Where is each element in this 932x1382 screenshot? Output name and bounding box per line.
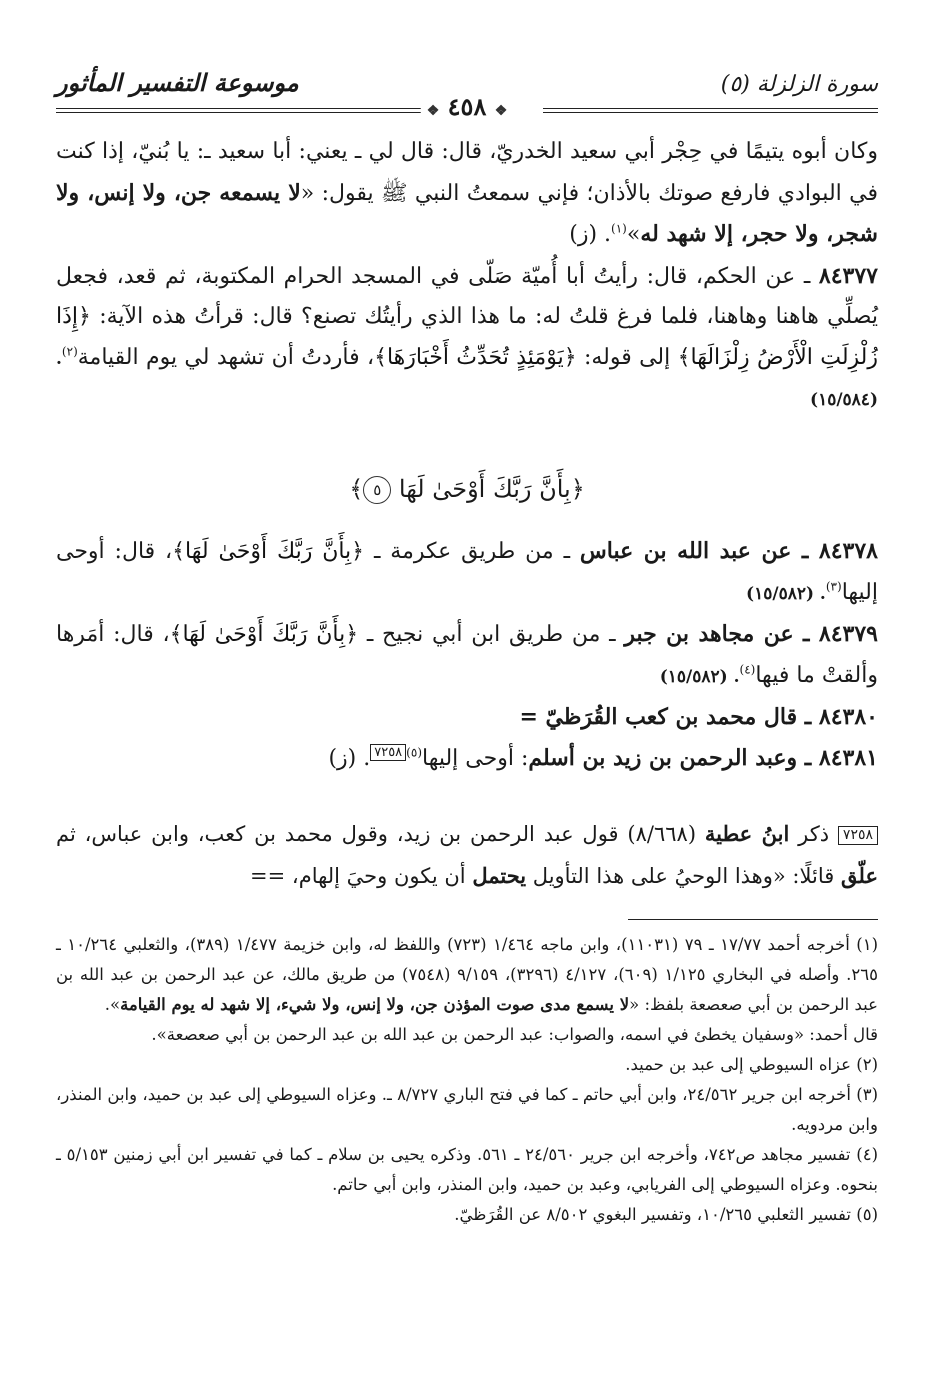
text: ـ من طريق ابن أبي نجيح ـ [358, 622, 625, 647]
quote-mark: » [626, 222, 641, 247]
footnote-1 [56, 930, 878, 1020]
quran-quote: ﴿بِأَنَّ رَبَّكَ أَوْحَىٰ لَهَا﴾ [172, 539, 365, 564]
text: قائلًا: «وهذا الوحيُ على هذا التأويل [526, 864, 841, 888]
hadith-quote: لا يسمعه جن، ولا إنس، ولا شجر، ولا حجر، إلا شهد له [56, 179, 878, 247]
quran-quote: ﴿بِأَنَّ رَبَّكَ أَوْحَىٰ لَهَا﴾ [169, 622, 359, 647]
narration-84379 [56, 614, 878, 697]
hadith-quote: لا يسمع مدى صوت المؤذن جن، ولا إنس، ولا شيء، إلا شهد له يوم القيامة [120, 995, 630, 1014]
narration-84381 [56, 738, 878, 780]
text: أن يكون وحيَ إلهام، == [250, 864, 473, 888]
header-rule-right [543, 108, 878, 113]
page-number-block [421, 92, 514, 121]
volume-page-ref: . (١٥/٥٨٢) [659, 666, 740, 687]
text: (١) أخرجه أحمد ١٧/٧٧ ـ ٧٩ (١١٠٣١)، وابن ماجه ١/٤٦٤ (٧٢٣) واللفظ له، وابن خزيمة ١/٤٧٧ (٣٨٩)، والثعلبي ١٠/٢٦٤ ـ ٢٦٥. وأصله في البخاري ١/١٢٥ (٦٠٩)، ٤/١٢٧ (٣٢٩٦)، ٩/١٥٩ (٧٥٤٨) من طريق مالك، عن عبد الرحمن بن عبد الله بن عبد الرحمن بن أبي صعصعة بلفظ: « [56, 935, 878, 1014]
text: ـ من طريق عكرمة ـ [364, 539, 580, 564]
page-number: ٤٥٨ [447, 92, 487, 121]
footnote-marker[interactable]: (١) [611, 221, 627, 236]
narration-84380 [56, 697, 878, 738]
text: ، قال: أوحى إليها [56, 539, 878, 605]
verse-number: ٥ [363, 476, 391, 504]
page [56, 62, 878, 1230]
commentary-number: ٧٢٥٨ [838, 826, 878, 845]
text: ـ عن الحكم، قال: رأيتُ أبا أُميّة صَلّى في المسجد الحرام المكتوبة، ثم قعد، فجعل يُصلِّي هاهنا وهاهنا، فلما فرغ قلتُ له: ما هذا الذي رأيتُك تصنع؟ قال: قرأتُ هذه الآية: [56, 263, 878, 329]
paragraph-continuation [56, 132, 878, 256]
narrator-name: ـ قال محمد بن كعب القُرَظيّ = [519, 704, 819, 730]
text: ، فأردتُ أن تشهد لي يوم القيامة [77, 344, 375, 370]
keyword: علّق [841, 863, 878, 888]
volume-page-ref: . (١٥/٥٨٢) [746, 583, 826, 604]
ornament-icon: ❖ [426, 103, 440, 119]
footnote-5: (٥) تفسير الثعلبي ١٠/٢٦٥، وتفسير البغوي ٨/٥٠٢ عن القُرَظيّ. [454, 1205, 878, 1224]
footnote-3: (٣) أخرجه ابن جرير ٢٤/٥٦٢، وابن أبي حاتم ـ كما في فتح الباري ٨/٧٢٧ ـ. وعزاه السيوطي إلى عبد بن حميد، وابن المنذر، وابن مردويه. [56, 1085, 878, 1134]
footnote-marker[interactable]: (٥) [406, 745, 422, 760]
running-header [56, 62, 878, 120]
scholar-name: ابنُ عطية [704, 821, 790, 846]
footnotes [56, 930, 878, 1230]
quran-quote: ﴿يَوْمَئِذٍ تُحَدِّثُ أَخْبَارَهَا﴾ [374, 344, 577, 370]
text: (٨/٦٦٨) قول عبد الرحمن بن زيد، وقول محمد بن كعب، وابن عباس، ثم [56, 822, 705, 846]
book-title: موسوعة التفسير المأثور [56, 68, 299, 97]
narrator-name: ـ عن مجاهد بن جبر [624, 621, 819, 647]
footnote-separator [628, 919, 878, 920]
narration-84378 [56, 531, 878, 614]
verse-bracket: ﴾ [349, 474, 364, 503]
narration-number: ٨٤٣٧٩ [818, 621, 878, 647]
commentary-marker[interactable]: ٧٢٥٨ [370, 744, 406, 761]
narration-number: ٨٤٣٨١ [818, 744, 878, 771]
narrator-name: ـ وعبد الرحمن بن زيد بن أسلم [528, 744, 819, 771]
narration-84377 [56, 256, 878, 421]
surah-title: سورة الزلزلة (٥) [720, 72, 878, 97]
text: ذكر [789, 822, 838, 846]
keyword: يحتمل [472, 863, 527, 888]
narration-number: ٨٤٣٧٨ [818, 538, 878, 564]
text: : أوحى إليها [422, 745, 529, 771]
text: وكان أبوه يتيمًا في حِجْر أبي سعيد الخدريّ، قال: قال لي ـ يعني: أبا سعيد ـ: يا بُنيّ، إذا كنت في البوادي فارفع صوتك بالأذان؛ فإني سمعتُ النبي ﷺ يقول: « [56, 139, 878, 206]
verse-text: ﴿بِأَنَّ رَبَّكَ أَوْحَىٰ لَهَا [398, 474, 585, 503]
narration-number: ٨٤٣٨٠ [818, 704, 878, 730]
footnote-4: (٤) تفسير مجاهد ص٧٤٢، وأخرجه ابن جرير ٢٤/٥٦٠ ـ ٥٦١. وذكره يحيى بن سلام ـ كما في تفسير ابن أبي زمنين ٥/١٥٣ ـ بنحوه. وعزاه السيوطي إلى الفريابي، وعبد بن حميد، وابن المنذر، وابن أبي حاتم. [56, 1145, 879, 1194]
main-text [56, 132, 878, 779]
text: ». [104, 995, 121, 1014]
volume-page-ref: . (١٥/٥٨٤) [56, 348, 878, 410]
text: . (ز) [569, 222, 612, 247]
commentary-note [56, 813, 878, 897]
footnote-marker[interactable]: (٤) [739, 662, 756, 677]
ornament-icon: ❖ [494, 103, 508, 119]
narration-number: ٨٤٣٧٧ [818, 262, 878, 289]
text: ، قال: أمَرها وألقتْ ما فيها [56, 622, 878, 688]
footnote-marker[interactable]: (٢) [61, 344, 78, 359]
narrator-name: ـ عن عبد الله بن عباس [579, 538, 819, 564]
footnote-marker[interactable]: (٣) [825, 579, 842, 594]
footnote-2: (٢) عزاه السيوطي إلى عبد بن حميد. [625, 1055, 878, 1074]
text: إلى قوله: [576, 344, 678, 370]
text: . (ز) [328, 745, 371, 771]
verse-heading [56, 469, 878, 510]
footnote-1-continued: قال أحمد: «وسفيان يخطئ في اسمه، والصواب: عبد الرحمن بن عبد الله بن عبد الرحمن بن أبي صعصعة». [151, 1025, 878, 1044]
quran-quote: ﴿إِذَا زُلْزِلَتِ الْأَرْضُ زِلْزَالَهَا﴾ [56, 304, 878, 370]
header-rule-left [56, 108, 436, 113]
